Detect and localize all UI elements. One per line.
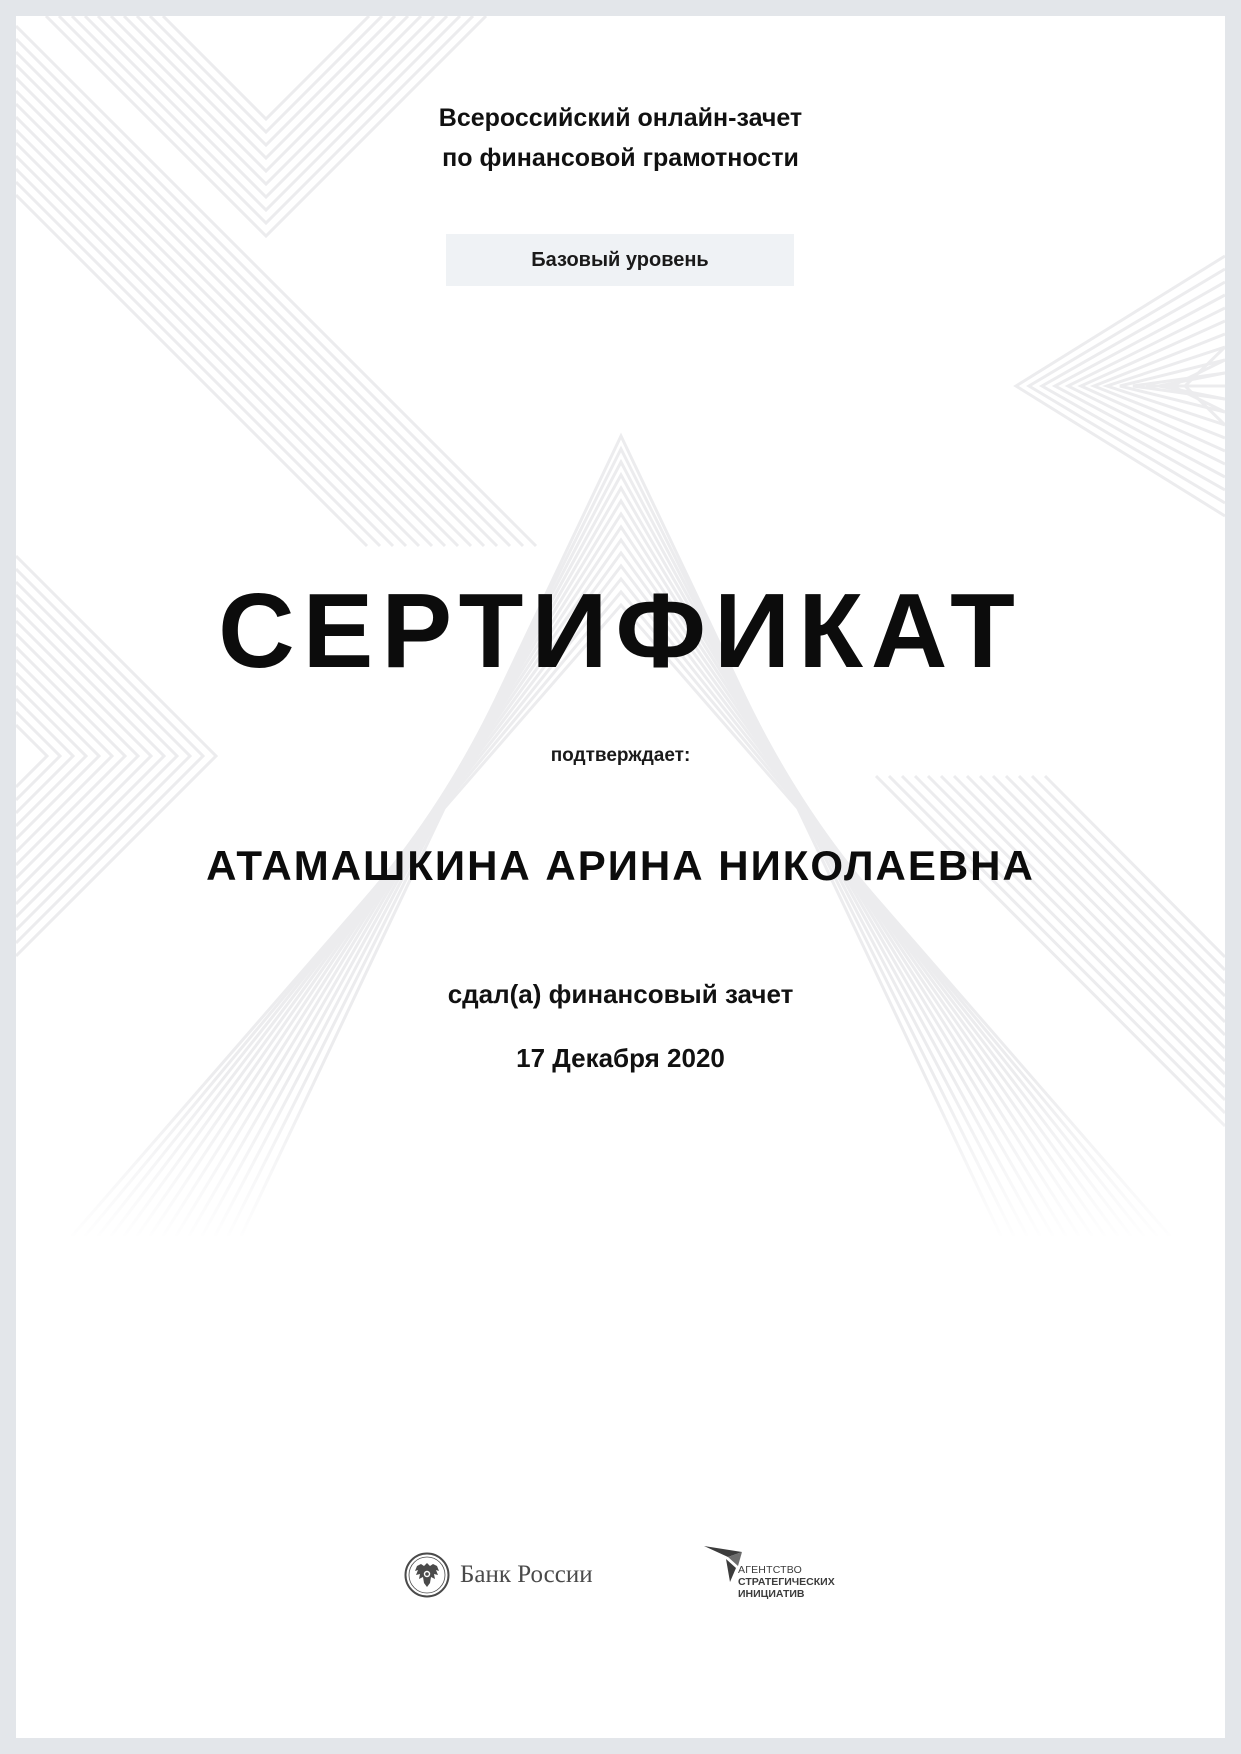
agency-name <box>738 1564 835 1600</box>
confirms-label: подтверждает: <box>550 745 691 766</box>
level-badge-label: Базовый уровень <box>531 248 709 271</box>
level-badge <box>446 234 794 286</box>
event-title-line-2: по финансовой грамотности <box>442 144 799 172</box>
agency-name-line-1: АГЕНТСТВО <box>738 1564 802 1576</box>
bank-name: Банк России <box>460 1561 593 1588</box>
event-title-line-1: Всероссийский онлайн-зачет <box>438 104 803 132</box>
bank-of-russia-logo <box>404 1548 593 1602</box>
agency-name-line-2: СТРАТЕГИЧЕСКИХ <box>738 1576 835 1588</box>
result-text: сдал(а) финансовый зачет <box>447 979 794 1009</box>
double-headed-eagle-emblem-icon <box>404 1552 450 1598</box>
recipient-name: АТАМАШКИНА АРИНА НИКОЛАЕВНА <box>206 842 1035 889</box>
certificate-date: 17 Декабря 2020 <box>516 1043 725 1073</box>
certificate-content <box>16 16 1225 1738</box>
certificate-title: СЕРТИФИКАТ <box>218 572 1023 690</box>
certificate-sheet <box>16 16 1225 1738</box>
agency-name-line-3: ИНИЦИАТИВ <box>738 1588 805 1600</box>
agency-strategic-initiatives-logo <box>702 1544 852 1608</box>
